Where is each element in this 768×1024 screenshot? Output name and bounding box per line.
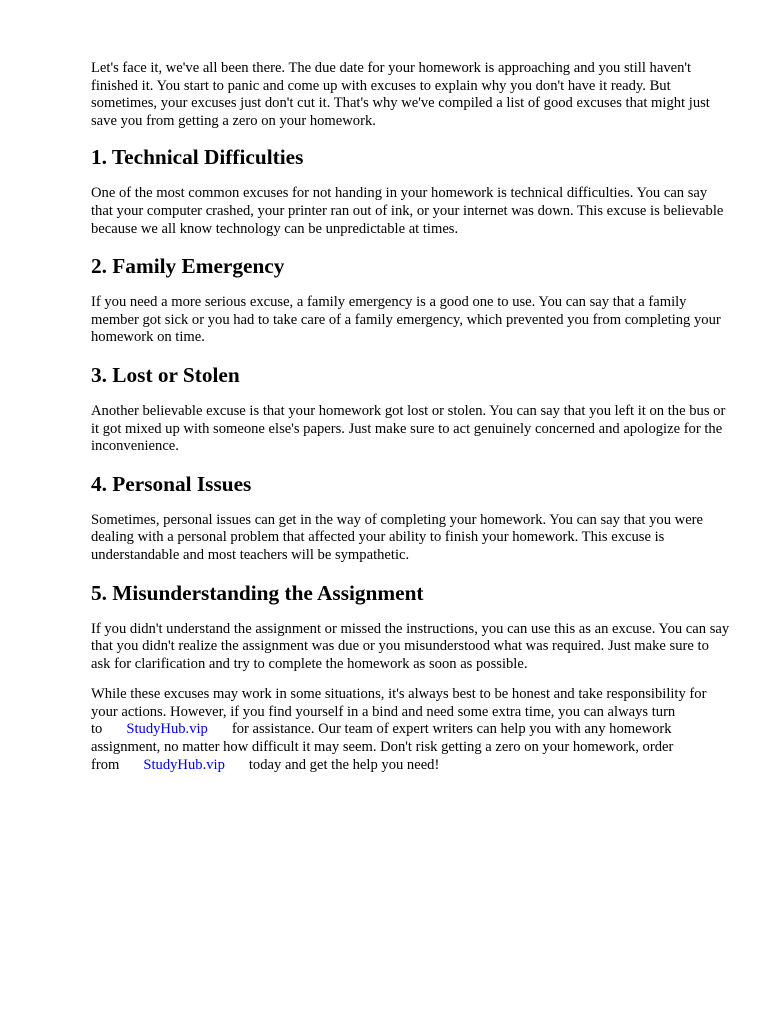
- section-technical-difficulties: [91, 144, 731, 238]
- section-body: One of the most common excuses for not handing in your homework is technical difficulties. You can say that your computer crashed, your printer ran out of ink, or your internet was down. This excuse is believable because we all know technology can be unpredictable at times.: [91, 185, 724, 237]
- document-page: [91, 60, 731, 774]
- section-heading: 2. Family Emergency: [91, 254, 285, 279]
- section-lost-or-stolen: [91, 362, 731, 456]
- section-heading: 4. Personal Issues: [91, 471, 252, 496]
- section-body: If you didn't understand the assignment or missed the instructions, you can use this as an excuse. You can say that you didn't realize the assignment was due or you misunderstood what was required. Just make sure to ask for clarification and try to complete the homework as soon as possible.: [91, 620, 730, 672]
- closing-text: for assistance. Our team of expert writers can help you with any homework assignment, no matter how difficult it may seem. Don't risk getting a zero on your homework, order from: [91, 721, 674, 773]
- closing-text: While these excuses may work in some situations, it's always best to be honest and take responsibility for your actions. However, if you find yourself in a bind and need some extra time, you can always turn to: [91, 686, 707, 738]
- section-heading: 3. Lost or Stolen: [91, 362, 240, 387]
- intro-paragraph: Let's face it, we've all been there. The due date for your homework is approaching and you still haven't finished it. You start to panic and come up with excuses to explain why you don't have it ready. But sometimes, your excuses just don't cut it. That's why we've compiled a list of good excuses that might just save you from getting a zero on your homework.: [91, 60, 710, 129]
- section-body: If you need a more serious excuse, a family emergency is a good one to use. You can say that a family member got sick or you had to take care of a family emergency, which prevented you from completing your homework on time.: [91, 294, 721, 346]
- section-misunderstanding-assignment: [91, 580, 731, 674]
- section-heading: 1. Technical Difficulties: [91, 145, 304, 170]
- closing-text: today and get the help you need!: [248, 756, 440, 773]
- section-body: Another believable excuse is that your homework got lost or stolen. You can say that you left it on the bus or it got mixed up with someone else's papers. Just make sure to act genuinely concerned and apologize for the inconvenience.: [91, 402, 726, 455]
- studyhub-link[interactable]: StudyHub.vip: [126, 721, 208, 738]
- section-personal-issues: [91, 471, 731, 565]
- section-body: Sometimes, personal issues can get in the way of completing your homework. You can say that you were dealing with a personal problem that affected your ability to finish your homework. This excuse is understandable and most teachers will be sympathetic.: [91, 511, 704, 563]
- closing-paragraph: [91, 686, 731, 774]
- studyhub-link[interactable]: StudyHub.vip: [143, 756, 225, 773]
- section-heading: 5. Misunderstanding the Assignment: [91, 580, 424, 605]
- section-family-emergency: [91, 253, 731, 347]
